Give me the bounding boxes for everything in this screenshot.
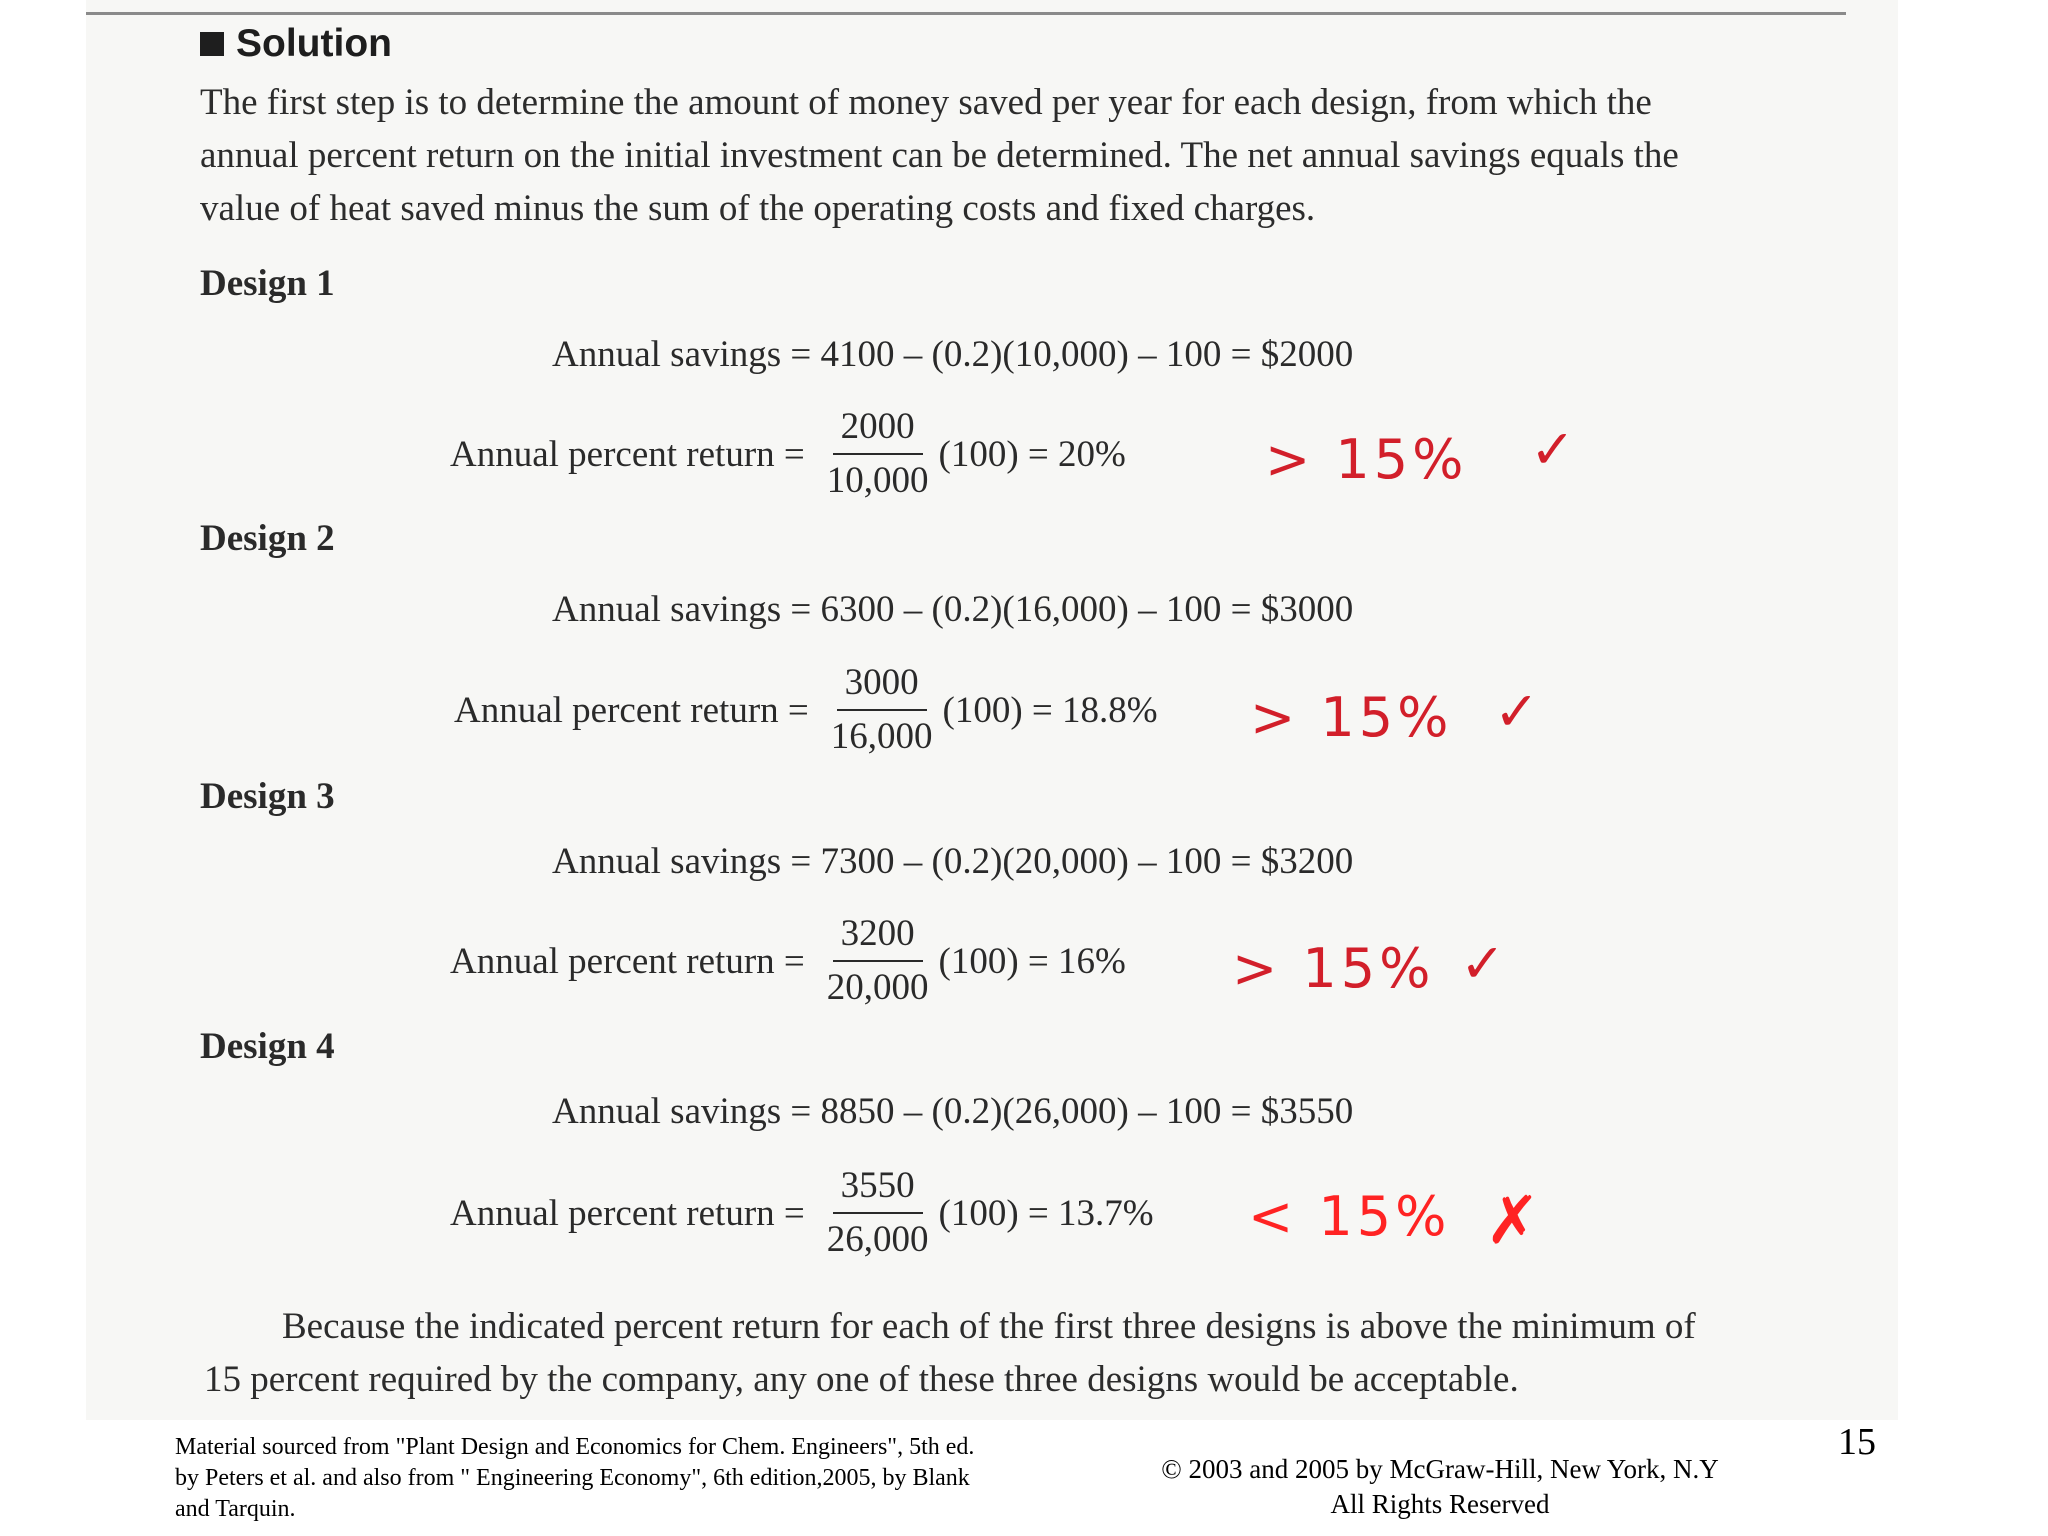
return-result: (100) = 20% [938,433,1126,475]
return-fraction [819,912,937,1010]
design-4-return [450,1164,1154,1262]
fraction-denominator: 16,000 [830,716,933,757]
design-1-handwritten-note: > 15% [1265,428,1468,491]
source-line: by Peters et al. and also from " Engineering Economy", 6th edition,2005, by Blank [175,1465,970,1491]
design-4-savings: Annual savings = 8850 – (0.2)(26,000) – 100 = $3550 [552,1091,1354,1132]
source-line: Material sourced from "Plant Design and Economics for Chem. Engineers", 5th ed. [175,1434,975,1460]
return-label: Annual percent return = [454,689,809,731]
fraction-numerator: 2000 [833,405,923,455]
design-1-return [450,405,1126,503]
design-3-handwritten-note: > 15% [1232,937,1435,1000]
source-line: and Tarquin. [175,1496,296,1522]
design-4-handwritten-note: < 15% [1248,1185,1451,1248]
design-4-label: Design 4 [200,1026,335,1067]
fraction-numerator: 3000 [837,661,927,711]
return-result: (100) = 13.7% [938,1192,1154,1234]
top-rule [86,12,1846,15]
design-2-label: Design 2 [200,518,335,559]
design-1-check-mark-icon: ✓ [1530,418,1580,481]
design-3-label: Design 3 [200,776,335,817]
fraction-numerator: 3200 [833,912,923,962]
intro-line: annual percent return on the initial investment can be determined. The net annual savings equals the [200,135,1679,176]
solution-heading-text: Solution [236,22,392,65]
return-label: Annual percent return = [450,433,805,475]
return-label: Annual percent return = [450,940,805,982]
fraction-denominator: 26,000 [826,1219,929,1260]
conclusion-paragraph [204,1300,1696,1406]
fraction-denominator: 20,000 [826,967,929,1008]
conclusion-line: 15 percent required by the company, any one of these three designs would be acceptable. [204,1359,1519,1400]
return-result: (100) = 18.8% [942,689,1158,731]
design-2-return [454,661,1158,759]
square-bullet-icon [200,32,224,56]
fraction-numerator: 3550 [833,1164,923,1214]
source-citation [175,1432,974,1525]
design-2-check-mark-icon: ✓ [1494,680,1544,743]
design-1-label: Design 1 [200,263,335,304]
return-label: Annual percent return = [450,1192,805,1234]
return-fraction [819,405,937,503]
design-2-savings: Annual savings = 6300 – (0.2)(16,000) – 100 = $3000 [552,589,1354,630]
design-3-check-mark-icon: ✓ [1460,932,1510,995]
solution-heading [200,22,392,66]
intro-paragraph [200,76,1679,235]
design-3-return [450,912,1126,1010]
design-1-savings: Annual savings = 4100 – (0.2)(10,000) – 100 = $2000 [552,334,1354,375]
return-fraction [819,1164,937,1262]
intro-line: The first step is to determine the amount of money saved per year for each design, from which the [200,82,1652,123]
return-fraction [823,661,941,759]
copyright-notice [1140,1452,1740,1522]
design-4-cross-mark-icon: ✗ [1485,1182,1545,1259]
page-number: 15 [1838,1421,1876,1463]
intro-line: value of heat saved minus the sum of the operating costs and fixed charges. [200,188,1316,229]
design-2-handwritten-note: > 15% [1250,686,1453,749]
copyright-line: All Rights Reserved [1330,1489,1550,1519]
copyright-line: © 2003 and 2005 by McGraw-Hill, New York, N.Y [1161,1454,1719,1484]
fraction-denominator: 10,000 [826,460,929,501]
conclusion-line: Because the indicated percent return for each of the first three designs is above the minimum of [282,1306,1696,1347]
return-result: (100) = 16% [938,940,1126,982]
design-3-savings: Annual savings = 7300 – (0.2)(20,000) – 100 = $3200 [552,841,1354,882]
